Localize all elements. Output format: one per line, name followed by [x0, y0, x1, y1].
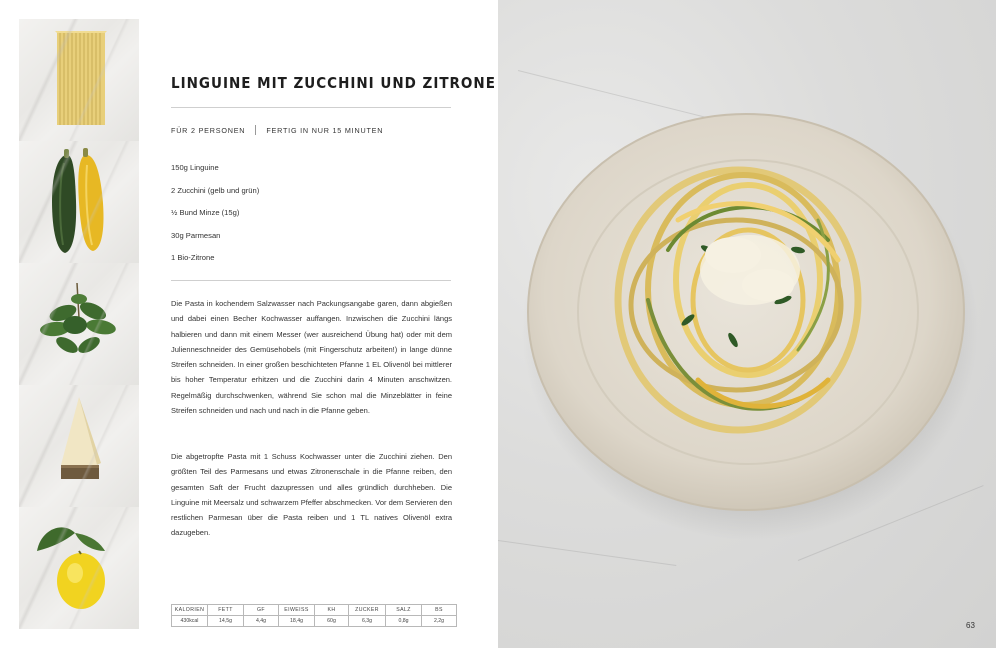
- parmesan-wedge: [61, 397, 101, 479]
- nutrition-header: KALORIEN: [172, 605, 208, 616]
- linguine-photo: [19, 19, 139, 141]
- nutrition-value: 4,4g: [244, 616, 279, 627]
- ingredient-photo-strip: [19, 19, 139, 629]
- grated-parmesan: [700, 235, 800, 305]
- linguine-bundle: [55, 31, 107, 125]
- nutrition-header: EIWEISS: [279, 605, 315, 616]
- dish-photo: [498, 0, 996, 648]
- title-divider: [171, 107, 451, 108]
- servings-label: FÜR 2 PERSONEN: [171, 125, 246, 135]
- ingredients-divider: [171, 280, 451, 281]
- mint-bunch: [39, 283, 117, 356]
- recipe-title: LINGUINE MIT ZUCCHINI UND ZITRONE: [171, 74, 496, 92]
- ingredient-item: 1 Bio-Zitrone: [171, 253, 215, 262]
- lemon-photo: [19, 507, 139, 629]
- lemon: [37, 527, 105, 609]
- meta-separator: [255, 125, 256, 135]
- nutrition-value: 2,2g: [422, 616, 457, 627]
- nutrition-header: FETT: [208, 605, 244, 616]
- nutrition-header-row: [172, 605, 457, 616]
- mint-photo: [19, 263, 139, 385]
- zucchini-photo: [19, 141, 139, 263]
- page-number: 63: [966, 621, 975, 630]
- nutrition-header: ZUCKER: [349, 605, 386, 616]
- nutrition-header: BS: [422, 605, 457, 616]
- nutrition-value: 18,4g: [279, 616, 315, 627]
- parmesan-photo: [19, 385, 139, 507]
- ingredient-list: [171, 163, 259, 276]
- green-zucchini: [52, 149, 76, 253]
- nutrition-value: 0,8g: [386, 616, 422, 627]
- nutrition-value-row: [172, 616, 457, 627]
- ingredient-item: 2 Zucchini (gelb und grün): [171, 185, 260, 195]
- nutrition-value: 6,3g: [349, 616, 386, 627]
- nutrition-value: 14,5g: [208, 616, 244, 627]
- recipe-meta: [171, 125, 383, 135]
- ingredient-item: ½ Bund Minze (15g): [171, 208, 240, 217]
- ingredient-item: 150g Linguine: [171, 163, 219, 172]
- method-paragraph: Die Pasta in kochendem Salzwasser nach Packungsangabe garen, dann abgießen und dabei einen Becher Kochwasser auffangen. Inzwischen die Zucchini längs halbieren und dann mit einem Messer (wer ausreichend Übung hat) oder mit dem Julienneschneider des Gemüsehobels (mit Fingerschutz arbeiten!) in lange dünne Streifen schneiden. In einer großen beschichteten Pfanne 1 EL Olivenöl bei mittlerer bis hoher Temperatur erhitzen und die Zucchini darin 4 Minuten anschwitzen. Regelmäßig durchschwenken, während Sie schon mal die Minzeblätter in feine Streifen schneiden und nach und nach in die Pfanne geben.: [171, 299, 452, 416]
- nutrition-header: KH: [315, 605, 349, 616]
- nutrition-value: 60g: [315, 616, 349, 627]
- nutrition-value: 430kcal: [172, 616, 208, 627]
- time-label: FERTIG IN NUR 15 MINUTEN: [266, 125, 384, 135]
- nutrition-header: GF: [244, 605, 279, 616]
- nutrition-table: [171, 604, 457, 627]
- ingredient-item: 30g Parmesan: [171, 230, 221, 240]
- nutrition-header: SALZ: [386, 605, 422, 616]
- yellow-zucchini: [78, 148, 103, 251]
- method-paragraph: Die abgetropfte Pasta mit 1 Schuss Kochwasser unter die Zucchini ziehen. Den größten Teil des Parmesans und etwas Zitronenschale in die Pfanne reiben, den gesamten Saft der Frucht dazupressen und alles gründlich durchheben. Die Linguine mit Meersalz und schwarzem Pfeffer abschmecken. Vor dem Servieren den restlichen Parmesan über die Pasta reiben und 1 TL natives Olivenöl extra dazugeben.: [171, 452, 452, 538]
